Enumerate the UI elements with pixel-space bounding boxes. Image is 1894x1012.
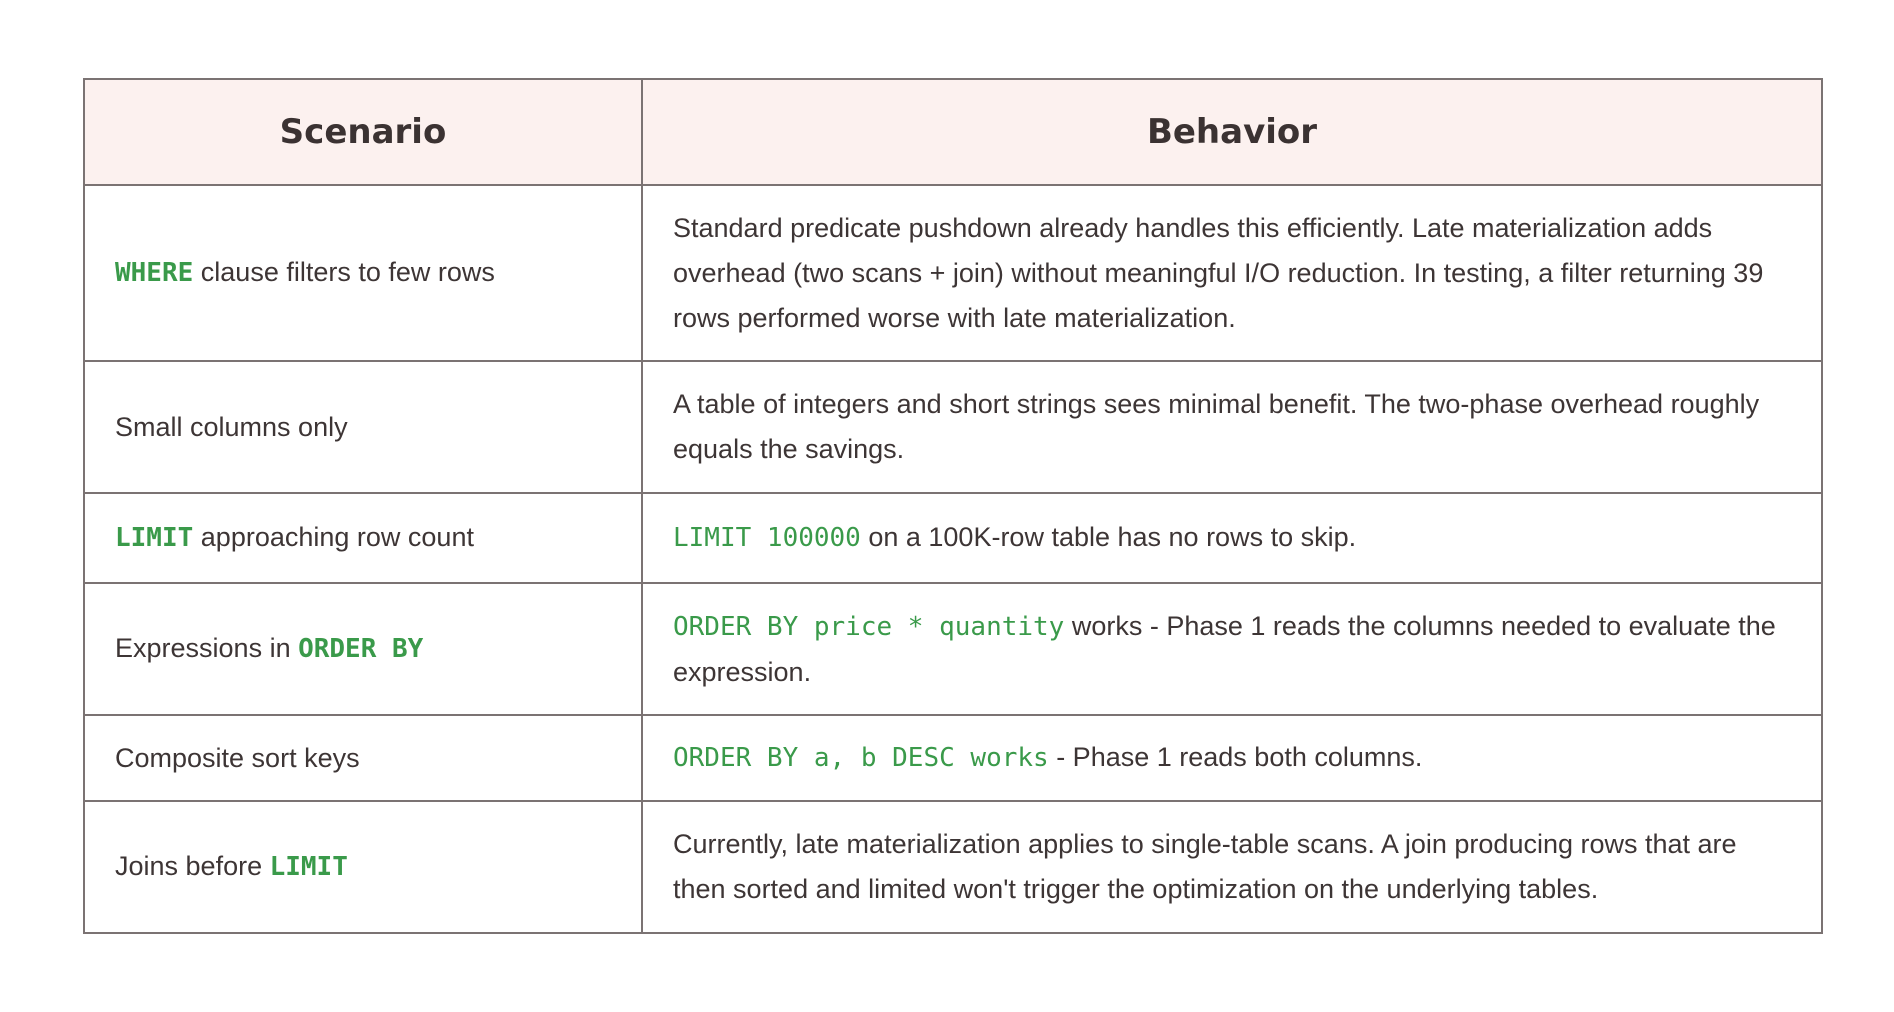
scenario-text: Small columns only bbox=[115, 411, 348, 442]
scenario-text: Joins before bbox=[115, 851, 270, 881]
inline-code: WHERE bbox=[115, 258, 194, 288]
inline-code: ORDER BY a, b DESC works bbox=[673, 743, 1049, 773]
table-row bbox=[84, 715, 1822, 801]
inline-code: LIMIT bbox=[115, 523, 194, 553]
behavior-text: Currently, late materialization applies to single-table scans. A join producing rows that are then sorted and limited won't trigger the optimization on the underlying tables. bbox=[673, 829, 1737, 904]
scenario-text: Composite sort keys bbox=[115, 742, 360, 773]
scenario-cell bbox=[84, 801, 642, 933]
table-row bbox=[84, 801, 1822, 933]
inline-code: ORDER BY price * quantity bbox=[673, 611, 1065, 642]
scenario-cell bbox=[84, 361, 642, 493]
inline-code: ORDER BY bbox=[298, 634, 424, 664]
scenario-cell bbox=[84, 185, 642, 361]
scenario-text: approaching row count bbox=[193, 522, 474, 552]
inline-code: LIMIT 100000 bbox=[673, 523, 861, 553]
table-row bbox=[84, 583, 1822, 715]
behavior-text: A table of integers and short strings sees minimal benefit. The two-phase overhead roughly equals the savings. bbox=[673, 389, 1760, 464]
scenario-text: clause filters to few rows bbox=[193, 257, 495, 287]
behavior-cell bbox=[642, 185, 1822, 361]
behavior-text: on a 100K-row table has no rows to skip. bbox=[860, 522, 1357, 552]
behavior-cell bbox=[642, 715, 1822, 801]
behavior-cell bbox=[642, 493, 1822, 583]
table-header-row bbox=[84, 79, 1822, 185]
behavior-cell bbox=[642, 361, 1822, 493]
behavior-text: - Phase 1 reads both columns. bbox=[1048, 742, 1423, 772]
table-row bbox=[84, 185, 1822, 361]
inline-code: LIMIT bbox=[269, 852, 348, 882]
behavior-text: Standard predicate pushdown already handles this efficiently. Late materialization adds overhead (two scans + join) without meaningful I/O reduction. In testing, a filter returning 39 rows performed worse with late materialization. bbox=[673, 212, 1764, 333]
behavior-cell bbox=[642, 583, 1822, 715]
scenario-text: Expressions in bbox=[115, 633, 299, 663]
header-behavior: Behavior bbox=[642, 79, 1822, 185]
scenario-cell bbox=[84, 715, 642, 801]
comparison-table-wrapper bbox=[83, 78, 1821, 934]
behavior-cell bbox=[642, 801, 1822, 933]
table-row bbox=[84, 493, 1822, 583]
table-row bbox=[84, 361, 1822, 493]
scenario-cell bbox=[84, 493, 642, 583]
header-scenario: Scenario bbox=[84, 79, 642, 185]
scenario-behavior-table bbox=[83, 78, 1823, 934]
behavior-text: works - Phase 1 reads the columns needed to evaluate the expression. bbox=[673, 610, 1776, 687]
scenario-cell bbox=[84, 583, 642, 715]
